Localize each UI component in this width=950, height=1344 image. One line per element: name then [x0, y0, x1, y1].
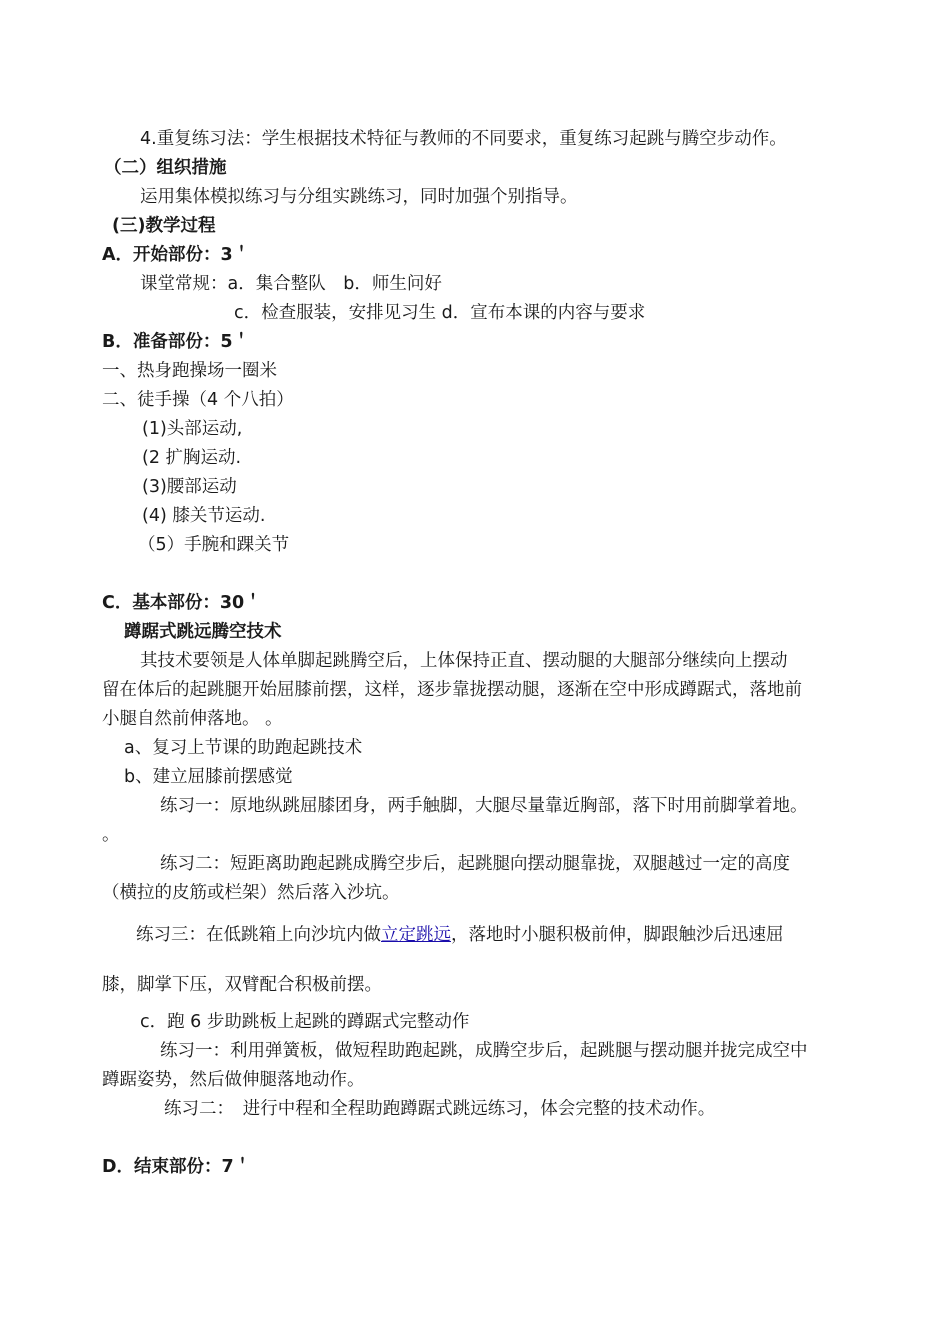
technique-paragraph-line-3: 小腿自然前伸落地。 。: [102, 709, 283, 729]
part-a-routine-line-2: c．检查服装，安排见习生 d．宣布本课的内容与要求: [234, 303, 646, 323]
drill-3-line-1: [136, 923, 784, 947]
exercise-item: (1)头部运动,: [142, 419, 243, 439]
step-b: b、建立屈膝前摆感觉: [124, 767, 293, 787]
part-d-heading: D．结束部份：7＇: [102, 1157, 252, 1177]
drill-3-text-after-link: ，落地时小腿积极前伸，脚跟触沙后迅速屈: [451, 925, 784, 945]
technique-paragraph-line-2: 留在体后的起跳腿开始屈膝前摆，这样，逐步靠拢摆动腿，逐渐在空中形成蹲踞式，落地前: [102, 680, 802, 700]
step-c: c．跑 6 步助跳板上起跳的蹲踞式完整动作: [140, 1012, 470, 1032]
technique-paragraph-line-1: 其技术要领是人体单脚起跳腾空后，上体保持正直、摆动腿的大腿部分继续向上摆动: [140, 651, 788, 671]
part-a-routine-line-1: 课堂常规：a．集合整队 b．师生问好: [140, 274, 442, 294]
part-a-heading: A．开始部份：3＇: [102, 245, 251, 265]
drill-2-line-2: （横拉的皮筋或栏架）然后落入沙坑。: [102, 883, 400, 903]
part-b-item-1: 一、热身跑操场一圈米: [102, 361, 277, 381]
exercise-item: （5）手腕和踝关节: [138, 535, 290, 555]
drill-2-line-1: 练习二：短距离助跑起跳成腾空步后，起跳腿向摆动腿靠拢，双腿越过一定的高度: [160, 854, 790, 874]
section-2-heading: （二）组织措施: [104, 158, 227, 178]
part-c-heading: C．基本部份：30＇: [102, 593, 262, 613]
exercise-item: (2 扩胸运动.: [142, 448, 242, 468]
step-c-drill-1-line-2: 蹲踞姿势，然后做伸腿落地动作。: [102, 1070, 365, 1090]
part-c-subtitle: 蹲踞式跳远腾空技术: [124, 622, 282, 642]
exercise-item: (3)腰部运动: [142, 477, 237, 497]
part-b-heading: B．准备部份：5＇: [102, 332, 251, 352]
drill-1-tail: 。: [102, 825, 120, 845]
exercise-item: (4) 膝关节运动.: [142, 506, 266, 526]
part-b-item-2: 二、徒手操（4 个八拍）: [102, 390, 294, 410]
step-c-drill-2: 练习二： 进行中程和全程助跑蹲踞式跳远练习，体会完整的技术动作。: [164, 1099, 716, 1119]
drill-3-line-2: 膝，脚掌下压，双臂配合积极前摆。: [102, 975, 382, 995]
step-a: a、复习上节课的助跑起跳技术: [124, 738, 363, 758]
drill-1: 练习一：原地纵跳屈膝团身，两手触脚，大腿尽量靠近胸部，落下时用前脚掌着地。: [160, 796, 808, 816]
standing-long-jump-link[interactable]: 立定跳远: [381, 925, 451, 945]
method-4-text: 4.重复练习法：学生根据技术特征与教师的不同要求，重复练习起跳与腾空步动作。: [140, 129, 787, 149]
section-2-text: 运用集体模拟练习与分组实跳练习，同时加强个别指导。: [140, 187, 578, 207]
section-3-heading: (三)教学过程: [112, 216, 216, 236]
drill-3-text-before-link: 练习三：在低跳箱上向沙坑内做: [136, 925, 381, 945]
step-c-drill-1-line-1: 练习一：利用弹簧板，做短程助跑起跳，成腾空步后，起跳腿与摆动腿并拢完成空中: [160, 1041, 808, 1061]
